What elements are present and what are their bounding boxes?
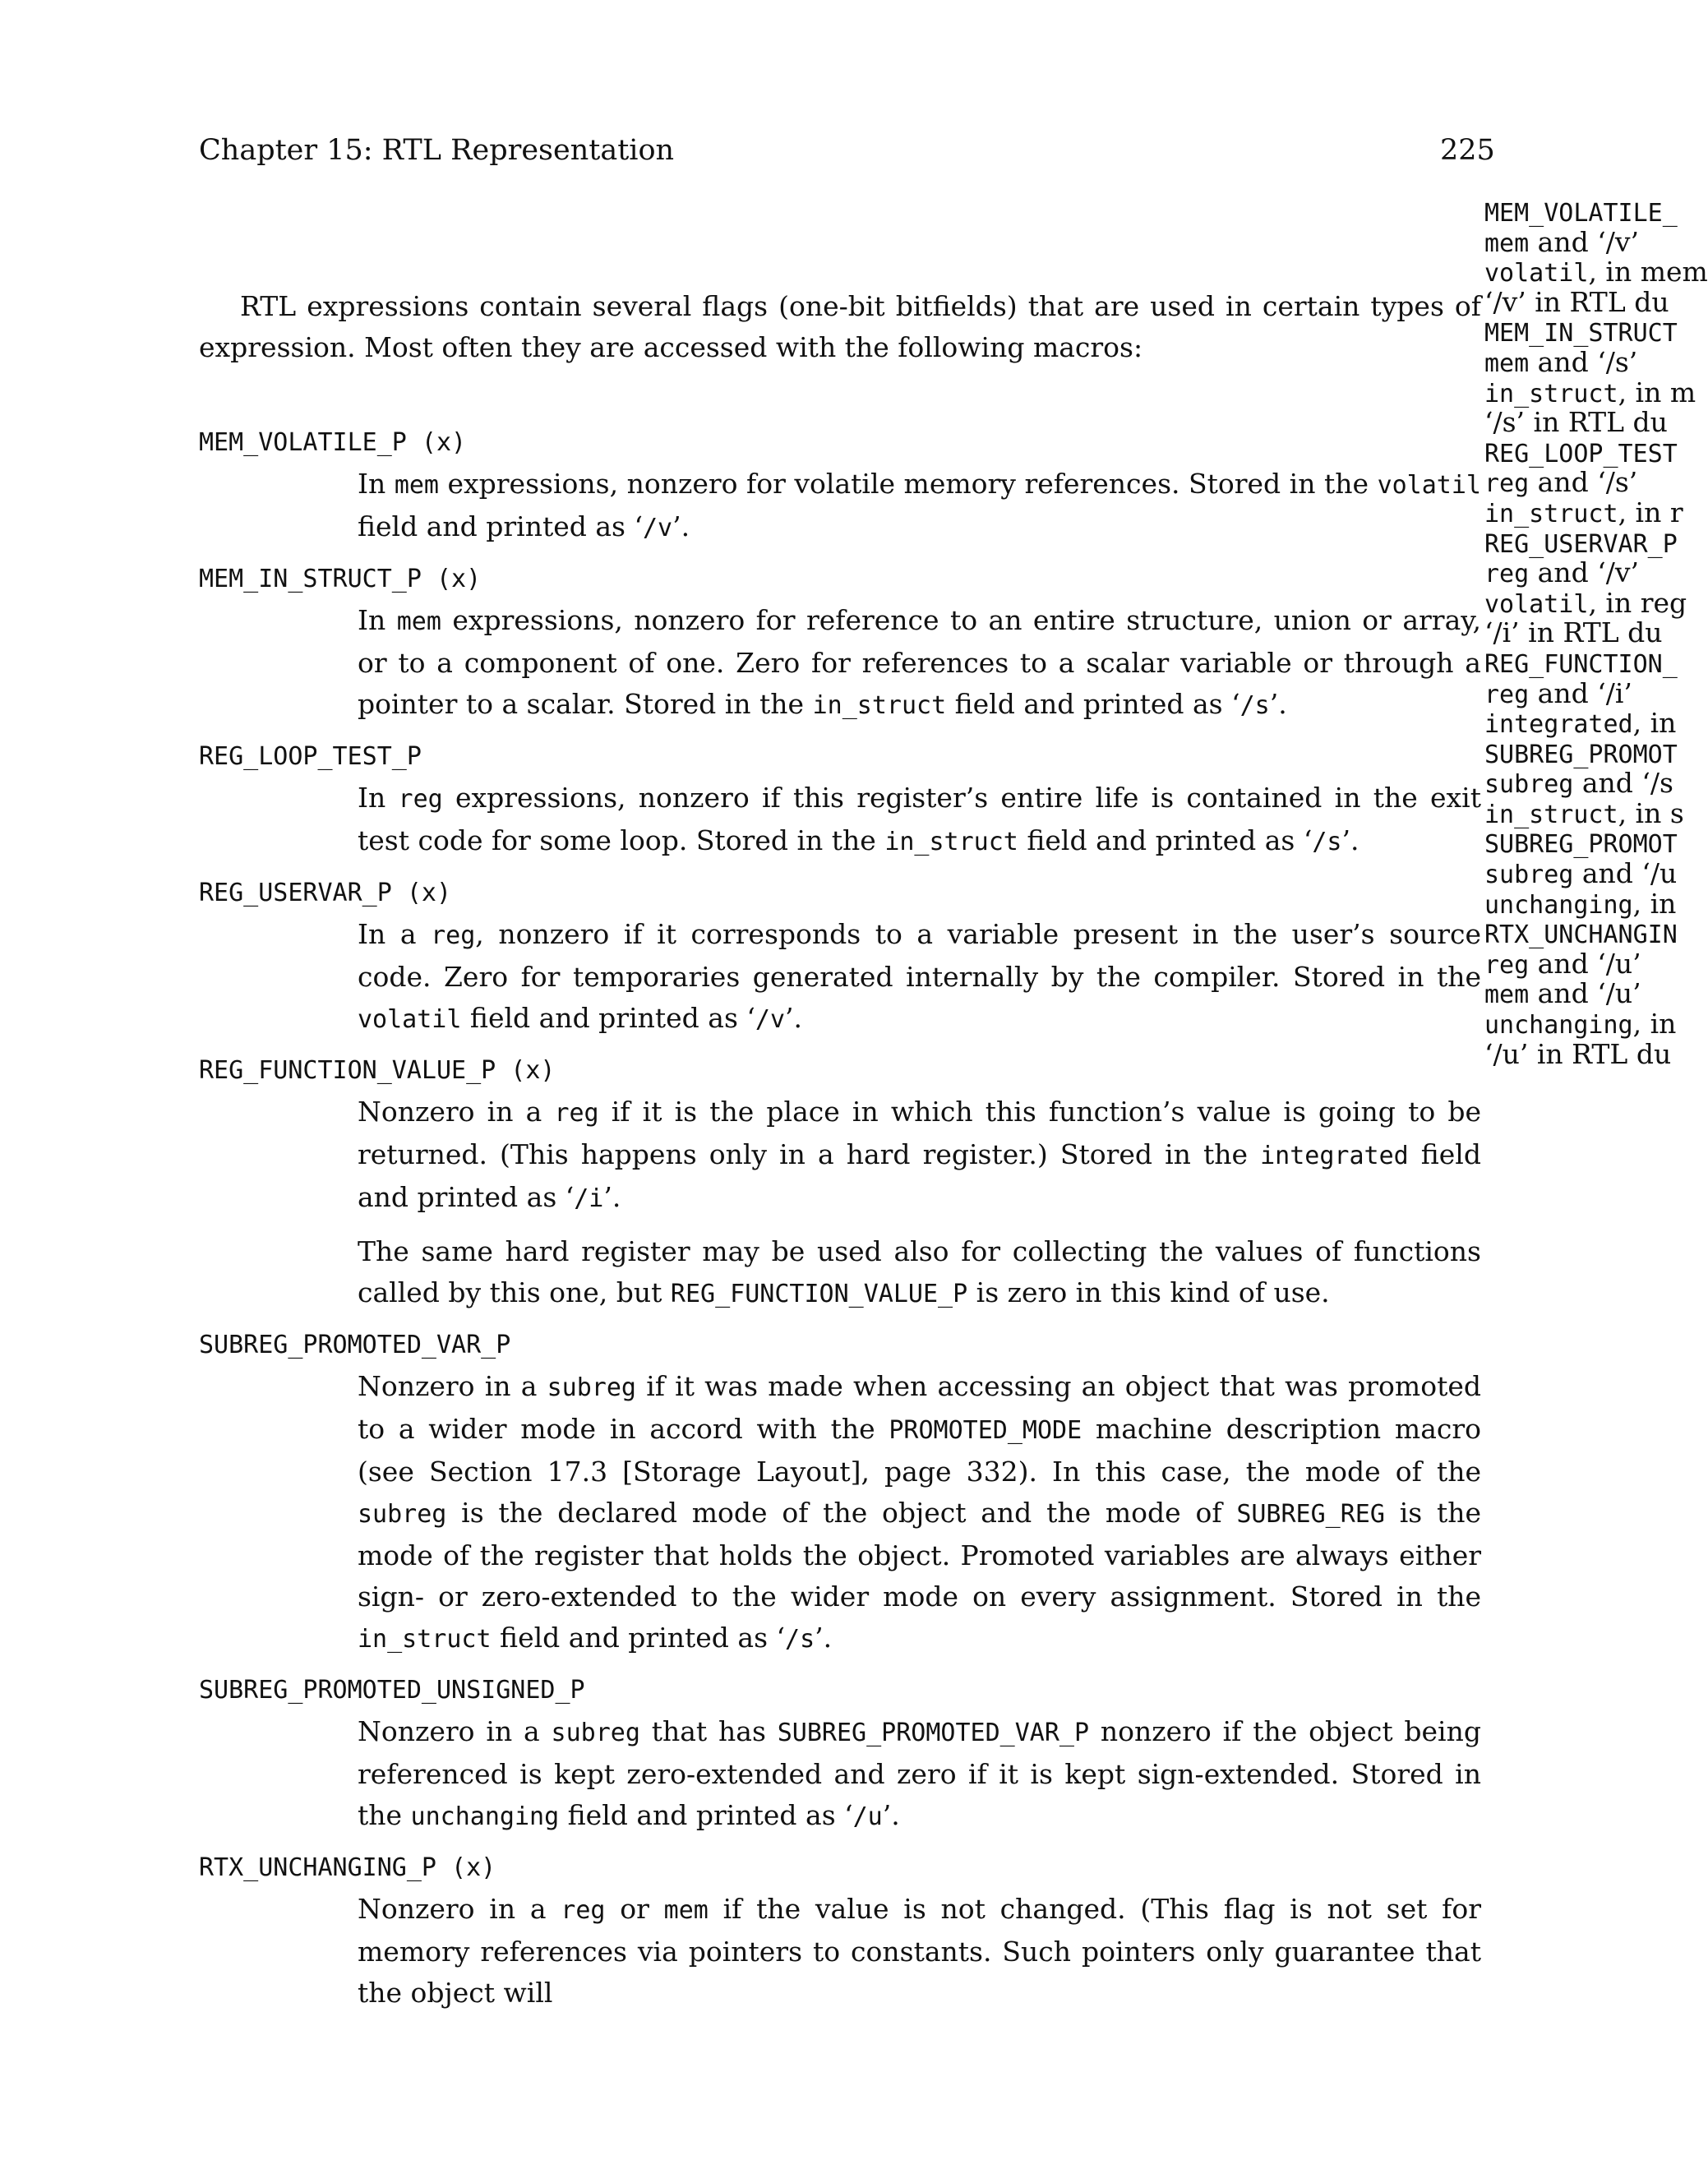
- index-term: reg: [1484, 560, 1530, 589]
- macro-entry: [199, 421, 1481, 549]
- text-run: ’.: [672, 510, 690, 542]
- macro-entry: [199, 871, 1481, 1041]
- index-line: [1484, 859, 1683, 889]
- macro-description: [358, 778, 1481, 863]
- text-run: ’.: [785, 1002, 802, 1034]
- code-term: reg: [561, 1896, 606, 1925]
- text-run: expressions, nonzero for volatile memory references. Stored in the: [439, 468, 1378, 500]
- text-run: In a: [358, 918, 432, 950]
- code-term: /v: [755, 1005, 786, 1034]
- text-run: expressions, nonzero for reference to an entire structure, union or array, or to a component of one. Zero for references to a scalar variable or through a pointer to a scalar. Stored in the: [358, 604, 1481, 720]
- code-term: mem: [663, 1896, 709, 1925]
- macro-name: [199, 735, 1481, 778]
- index-term: reg: [1484, 469, 1530, 499]
- macro-name: [199, 871, 1481, 914]
- macro-identifier: REG_FUNCTION_VALUE_P: [199, 1056, 496, 1085]
- macro-argument: (x): [436, 1853, 496, 1882]
- index-line: [1484, 376, 1696, 408]
- index-term: subreg: [1484, 861, 1574, 890]
- code-term: reg: [554, 1099, 599, 1128]
- index-term: volatil: [1484, 259, 1589, 288]
- index-term: mem: [1484, 981, 1530, 1010]
- code-term: PROMOTED_MODE: [889, 1416, 1083, 1445]
- code-term: /u: [852, 1802, 883, 1831]
- index-line: [1484, 676, 1683, 709]
- index-term: SUBREG_PROMOT: [1484, 740, 1678, 769]
- index-term: unchanging: [1484, 1011, 1633, 1041]
- index-text: , in mem: [1588, 256, 1708, 288]
- index-line: [1484, 197, 1683, 228]
- macro-identifier: REG_LOOP_TEST_P: [199, 742, 422, 771]
- text-run: ’.: [603, 1181, 621, 1213]
- macro-name: [199, 557, 1481, 600]
- macro-entry: [199, 735, 1481, 863]
- code-term: /s: [1312, 828, 1342, 856]
- index-term: in_struct: [1484, 499, 1618, 528]
- index-text: and ‘/i’: [1529, 676, 1632, 709]
- code-term: reg: [398, 785, 443, 814]
- code-term: subreg: [551, 1719, 640, 1747]
- index-term: REG_FUNCTION_: [1484, 649, 1678, 679]
- macro-identifier: RTX_UNCHANGING_P: [199, 1853, 436, 1882]
- index-text: in RTL du: [1519, 616, 1663, 649]
- macro-description: [358, 914, 1481, 1041]
- index-line: [1484, 618, 1683, 648]
- macro-list: [199, 421, 1481, 2014]
- macro-description: [358, 1889, 1481, 2014]
- text-run: field and printed as ‘: [946, 688, 1240, 720]
- description-paragraph: [358, 1231, 1481, 1315]
- macro-entry: [199, 1846, 1481, 2014]
- macro-identifier: REG_USERVAR_P: [199, 879, 392, 907]
- text-run: is the declared mode of the object and the mode of: [446, 1497, 1237, 1529]
- text-run: ’.: [815, 1622, 833, 1654]
- index-term: volatil: [1484, 589, 1589, 619]
- macro-identifier: SUBREG_PROMOTED_UNSIGNED_P: [199, 1676, 585, 1705]
- index-term: mem: [1484, 228, 1530, 258]
- index-text: in RTL du: [1528, 1037, 1672, 1070]
- description-paragraph: [358, 1091, 1481, 1220]
- text-run: Nonzero in a: [358, 1370, 547, 1402]
- index-term: unchanging: [1484, 890, 1633, 920]
- index-term: mem: [1484, 348, 1530, 378]
- index-line: [1484, 468, 1683, 498]
- macro-description: [358, 464, 1481, 549]
- index-flag: ‘/v’: [1484, 285, 1526, 318]
- index-term: REG_USERVAR_P: [1484, 529, 1678, 559]
- index-line: [1484, 708, 1683, 739]
- description-paragraph: [358, 1366, 1481, 1660]
- index-term: SUBREG_PROMOT: [1484, 830, 1678, 860]
- text-run: ’.: [1269, 688, 1287, 720]
- text-run: if the value is not changed. (This flag is not set for memory references via pointers to constants. Such pointers only guarantee that the object will: [358, 1893, 1481, 2009]
- macro-name: [199, 1846, 1481, 1889]
- index-term: reg: [1484, 680, 1530, 709]
- macro-argument: (x): [391, 879, 452, 907]
- index-text: , in r: [1618, 496, 1683, 528]
- text-run: field and printed as ‘: [358, 510, 643, 542]
- description-paragraph: [358, 464, 1481, 549]
- description-paragraph: [358, 914, 1481, 1041]
- macro-name: [199, 1323, 1481, 1366]
- index-line: [1484, 528, 1683, 559]
- index-flag: ‘/i’: [1484, 616, 1520, 649]
- macro-argument: (x): [421, 565, 482, 593]
- page-number: 225: [1440, 134, 1495, 167]
- index-line: [1484, 949, 1683, 980]
- index-flag: ‘/s’: [1484, 406, 1526, 439]
- index-term: reg: [1484, 950, 1530, 980]
- index-line: [1484, 648, 1683, 679]
- index-text: , in: [1632, 887, 1677, 920]
- index-term: MEM_IN_STRUCT: [1484, 319, 1678, 348]
- code-term: /i: [574, 1184, 604, 1213]
- text-run: In: [358, 468, 395, 500]
- text-run: In: [358, 604, 397, 636]
- macro-entry: [199, 1049, 1481, 1315]
- index-line: [1484, 1009, 1683, 1040]
- macro-entry: [199, 1323, 1481, 1660]
- macro-description: [358, 1091, 1481, 1315]
- text-run: is the mode of the register that holds the object. Promoted variables are always either sign- or zero-extended to the wider mode on every assignment. Stored in the: [358, 1497, 1481, 1613]
- code-term: REG_FUNCTION_VALUE_P: [670, 1280, 968, 1308]
- code-term: SUBREG_PROMOTED_VAR_P: [777, 1719, 1090, 1747]
- text-run: field and printed as ‘: [461, 1002, 755, 1034]
- index-text: and ‘/u’: [1529, 977, 1641, 1010]
- text-run: Nonzero in a: [358, 1715, 552, 1747]
- index-text: , in m: [1618, 376, 1696, 408]
- index-term: in_struct: [1484, 800, 1618, 829]
- index-text: and ‘/s’: [1529, 345, 1638, 378]
- description-paragraph: [358, 1711, 1481, 1838]
- index-text: , in reg: [1588, 586, 1687, 619]
- text-run: field and printed as ‘: [358, 1138, 1481, 1213]
- description-paragraph: [358, 778, 1481, 863]
- code-term: SUBREG_REG: [1236, 1500, 1385, 1529]
- index-term: integrated: [1484, 710, 1633, 740]
- index-line: [1484, 225, 1683, 258]
- macro-argument: (x): [406, 428, 467, 457]
- index-line: [1484, 768, 1683, 799]
- text-run: if it was made when accessing an object that was promoted to a wider mode in accord with the: [358, 1370, 1481, 1445]
- macro-name: [199, 1049, 1481, 1091]
- index-line: [1484, 796, 1684, 829]
- text-run: expressions, nonzero if this register’s entire life is contained in the exit test code for some loop. Stored in the: [358, 782, 1481, 856]
- text-run: ’.: [1341, 824, 1359, 856]
- index-line: [1484, 586, 1687, 619]
- index-term: in_struct: [1484, 379, 1618, 408]
- index-text: in RTL du: [1525, 406, 1668, 439]
- index-text: , in s: [1618, 796, 1684, 829]
- macro-description: [358, 1366, 1481, 1660]
- index-text: and ‘/u: [1573, 857, 1678, 890]
- index-line: [1484, 979, 1683, 1009]
- text-run: machine description macro (see Section 17.3 [Storage Layout], page 332). In this case, the mode of the: [358, 1413, 1481, 1488]
- macro-description: [358, 600, 1481, 727]
- page-body: [199, 286, 1481, 2022]
- index-line: [1484, 1037, 1683, 1070]
- code-term: /s: [785, 1625, 815, 1654]
- index-term: RTX_UNCHANGIN: [1484, 921, 1678, 950]
- code-term: integrated: [1260, 1142, 1409, 1170]
- text-run: In: [358, 782, 399, 814]
- index-line: [1484, 256, 1708, 288]
- text-run: field and printed as ‘: [559, 1799, 853, 1831]
- macro-identifier: MEM_IN_STRUCT_P: [199, 565, 422, 593]
- description-paragraph: [358, 1889, 1481, 2014]
- index-text: and ‘/s: [1573, 767, 1673, 800]
- text-run: field and printed as ‘: [491, 1622, 786, 1654]
- text-run: Nonzero in a: [358, 1893, 561, 1925]
- chapter-title: Chapter 15: RTL Representation: [199, 134, 675, 167]
- code-term: reg: [431, 921, 476, 950]
- code-term: mem: [394, 471, 439, 500]
- macro-identifier: MEM_VOLATILE_P: [199, 428, 407, 457]
- text-run: The same hard register may be used also for collecting the values of functions called by this one, but: [358, 1235, 1481, 1308]
- index-term: MEM_VOLATILE_: [1484, 199, 1678, 228]
- code-term: in_struct: [812, 691, 947, 720]
- text-run: nonzero if the object being referenced is kept zero-extended and zero if it is kept sign-extended. Stored in the: [358, 1715, 1481, 1831]
- text-run: if it is the place in which this function’s value is going to be returned. (This happens only in a hard register.) Stored in the: [358, 1096, 1481, 1170]
- index-strip: [1484, 197, 1708, 1070]
- macro-name: [199, 1668, 1481, 1711]
- index-line: [1484, 438, 1683, 468]
- text-run: is zero in this kind of use.: [967, 1276, 1330, 1308]
- index-text: and ‘/s’: [1529, 466, 1638, 499]
- description-paragraph: [358, 600, 1481, 727]
- macro-argument: (x): [496, 1056, 556, 1085]
- index-line: [1484, 739, 1683, 769]
- macro-name: [199, 421, 1481, 464]
- index-text: and ‘/u’: [1529, 947, 1641, 980]
- index-text: and ‘/v’: [1529, 225, 1639, 258]
- code-term: subreg: [358, 1500, 447, 1529]
- code-term: volatil: [358, 1005, 462, 1034]
- code-term: unchanging: [410, 1802, 560, 1831]
- text-run: Nonzero in a: [358, 1096, 555, 1128]
- index-line: [1484, 285, 1683, 318]
- code-term: subreg: [547, 1373, 636, 1402]
- text-run: ’.: [882, 1799, 900, 1831]
- index-text: in RTL du: [1526, 285, 1669, 318]
- index-line: [1484, 558, 1683, 588]
- macro-entry: [199, 557, 1481, 727]
- index-line: [1484, 345, 1683, 378]
- code-term: /s: [1239, 691, 1270, 720]
- macro-identifier: SUBREG_PROMOTED_VAR_P: [199, 1331, 511, 1359]
- index-text: and ‘/v’: [1529, 556, 1639, 589]
- text-run: that has: [639, 1715, 778, 1747]
- index-term: REG_LOOP_TEST: [1484, 439, 1678, 468]
- intro-paragraph: RTL expressions contain several flags (one-bit bitfields) that are used in certain types of expression. Most often they are accessed with the following macros:: [199, 290, 1481, 363]
- macro-entry: [199, 1668, 1481, 1838]
- index-text: , in: [1632, 707, 1677, 740]
- macro-description: [358, 1711, 1481, 1838]
- text-run: or: [605, 1893, 664, 1925]
- index-line: [1484, 498, 1683, 528]
- text-run: field and printed as ‘: [1018, 824, 1313, 856]
- code-term: in_struct: [884, 828, 1018, 856]
- code-term: in_struct: [358, 1625, 492, 1654]
- code-term: /v: [642, 514, 673, 542]
- code-term: volatil: [1377, 471, 1481, 500]
- text-run: , nonzero if it corresponds to a variable present in the user’s source code. Zero for temporaries generated internally by the compiler. Stored in the: [358, 918, 1482, 993]
- index-line: [1484, 919, 1683, 949]
- index-line: [1484, 828, 1683, 859]
- index-line: [1484, 408, 1683, 438]
- index-line: [1484, 889, 1683, 920]
- index-term: subreg: [1484, 770, 1574, 800]
- code-term: mem: [396, 607, 441, 636]
- index-flag: ‘/u’: [1484, 1037, 1529, 1070]
- index-text: , in: [1632, 1008, 1677, 1041]
- index-line: [1484, 317, 1683, 348]
